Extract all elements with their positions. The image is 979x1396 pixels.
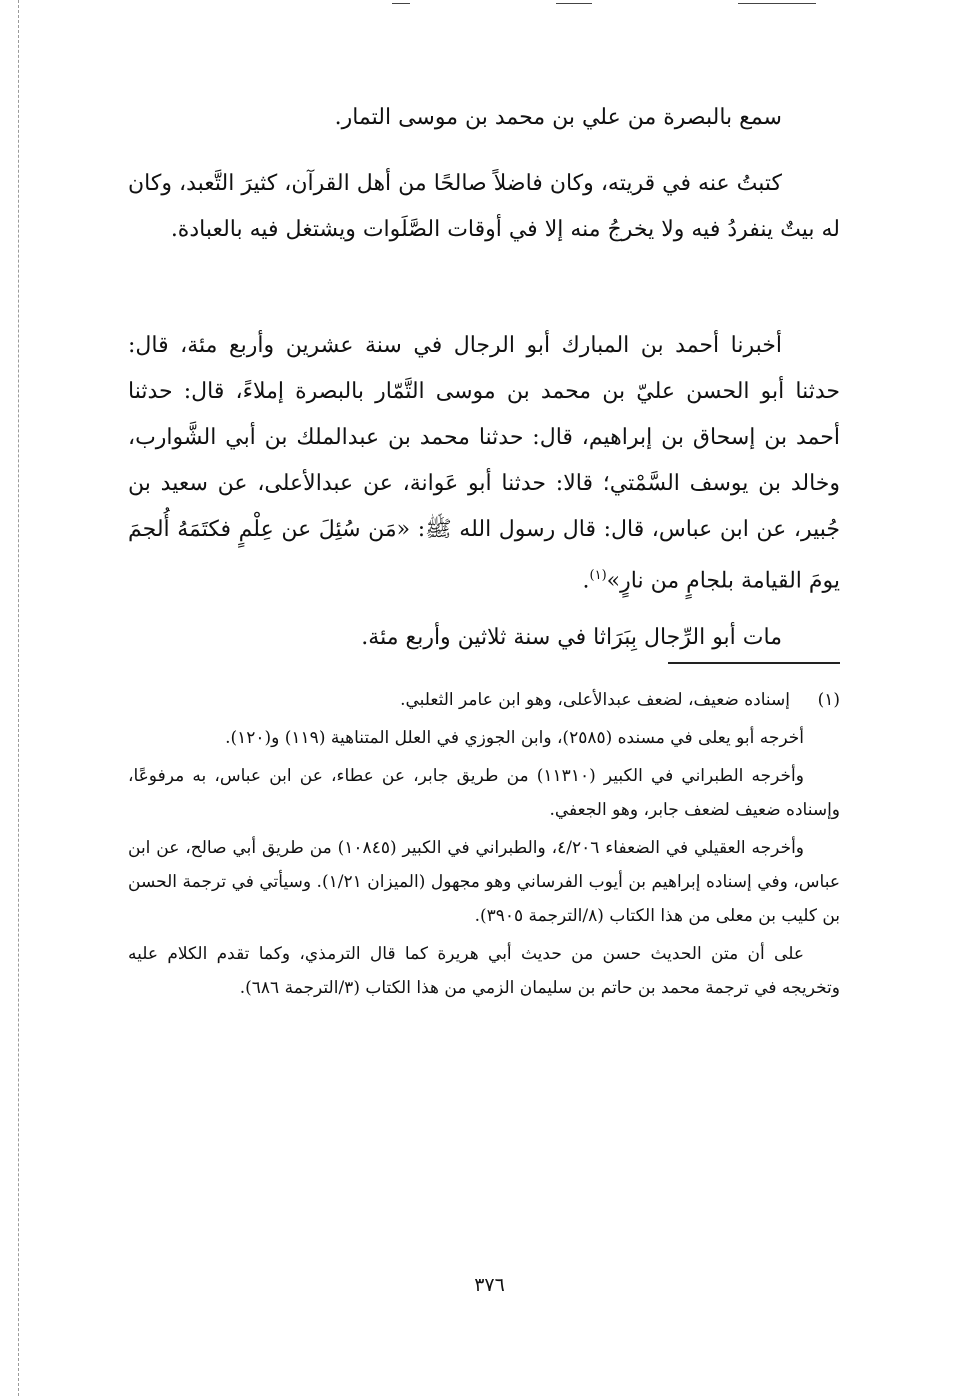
hadith-end: . <box>582 568 590 594</box>
top-edge-mark-3 <box>738 3 816 4</box>
footnote-abu-hurayra: على أن متن الحديث حسن من حديث أبي هريرة كما قال الترمذي، وكما تقدم الكلام عليه وتخريجه في ترجمة محمد بن حاتم بن سليمان الزمي من هذا الكتاب (٣/الترجمة ٦٨٦). <box>128 944 840 998</box>
footnotes <box>128 683 840 1005</box>
hadith-text: أخبرنا أحمد بن المبارك أبو الرجال في سنة عشرين وأربع مئة، قال: حدثنا أبو الحسن عليّ بن محمد بن موسى التَّمّار بالبصرة إملاءً، قال: حدثنا أحمد بن إسحاق بن إبراهيم، قال: حدثنا محمد بن عبدالملك بن أبي الشَّوارب، وخالد بن يوسف السَّمْتي؛ قالا: حدثنا أبو عَوانة، عن عبدالأعلى، عن سعيد بن جُبير، عن ابن عباس، قال: قال رسول الله ﷺ: «مَن سُئِلَ عن عِلْمٍ فكتَمَهُ أُلجمَ يومَ القيامة بلجامٍ من نارٍ» <box>128 333 840 594</box>
page-number: ٣٧٦ <box>474 1274 505 1296</box>
footnote-tabarani: وأخرجه الطبراني في الكبير (١١٣١٠) من طريق جابر، عن عطاء، عن ابن عباس، به مرفوعًا، وإسناده ضعيف لضعف جابر، وهو الجعفي. <box>128 766 840 820</box>
paragraph-heard: سمع بالبصرة من علي بن محمد بن موسى التمار. <box>334 105 782 130</box>
paragraph-hadith <box>128 323 840 604</box>
footnote-uqayli: وأخرجه العقيلي في الضعفاء ٤/٢٠٦، والطبراني في الكبير (١٠٨٤٥) من طريق أبي صالح، عن ابن عباس، وفي إسناده إبراهيم بن أيوب الفرساني وهو مجهول (الميزان ١/٢١). وسيأتي في ترجمة الحسن بن كليب بن معلى من هذا الكتاب (٨/الترجمة ٣٩٠٥). <box>128 838 840 926</box>
paragraph-death: مات أبو الرِّجال بِبَرَاثا في سنة ثلاثين وأربع مئة. <box>361 625 782 650</box>
footnote-1 <box>128 683 840 717</box>
paragraph-biography: كتبتُ عنه في قريته، وكان فاضلاً صالحًا من أهل القرآن، كثيرَ التَّعبد، وكان له بيتٌ ينفردُ فيه ولا يخرجُ منه إلا في أوقات الصَّلَوات ويشتغل فيه بالعبادة. <box>128 171 840 242</box>
footnote-reference: (١) <box>589 568 607 583</box>
footnote-abu-yala: أخرجه أبو يعلى في مسنده (٢٥٨٥)، وابن الجوزي في العلل المتناهية (١١٩) و(١٢٠). <box>225 728 804 748</box>
top-edge-mark-1 <box>392 3 410 4</box>
footnote-text: إسناده ضعيف، لضعف عبدالأعلى، وهو ابن عامر الثعلبي. <box>400 690 790 710</box>
top-edge-mark-2 <box>556 3 592 4</box>
binding-gutter-line <box>18 0 20 1396</box>
footnote-number: (١) <box>817 690 840 710</box>
footnote-separator <box>668 662 840 664</box>
